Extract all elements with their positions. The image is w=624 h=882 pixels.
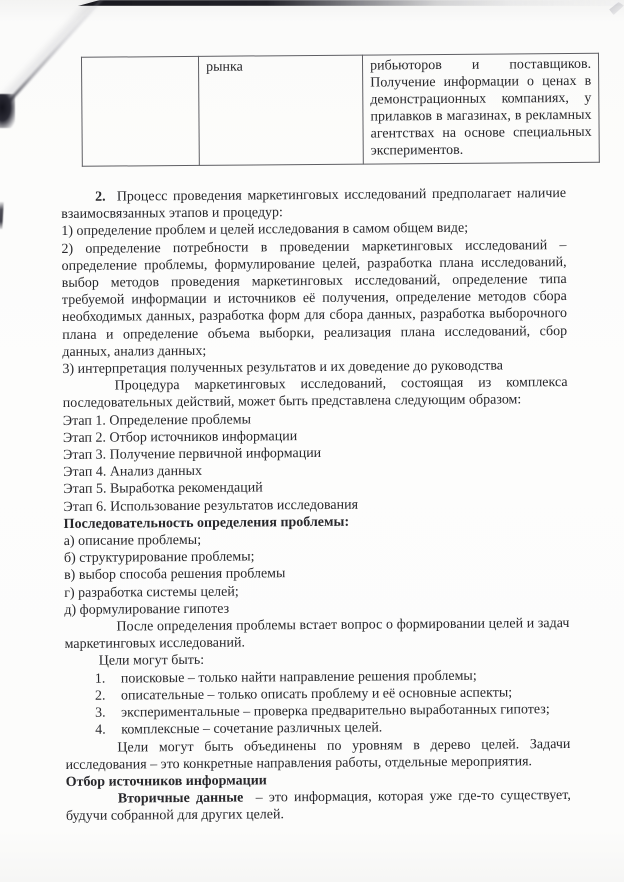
paragraph-text: – это информация, которая уже где-то существует, будучи собранной для других целей.	[65, 788, 571, 825]
stage-line: Этап 2. Отбор источников информации	[62, 428, 298, 446]
list-number: 2.	[94, 688, 106, 704]
stage-line: Этап 5. Выработка рекомендаций	[63, 480, 263, 498]
info-table-fragment	[81, 53, 600, 167]
list-item-text: комплексные – сочетание различных целей.	[121, 720, 383, 738]
bold-lead: 2.	[95, 189, 106, 205]
list-number: 4.	[95, 722, 106, 739]
table-cell-market	[198, 55, 363, 165]
document-body-text	[61, 185, 571, 825]
list-number: 3.	[95, 705, 106, 721]
list-item-text: поисковые – только найти направление решения проблемы;	[120, 668, 477, 687]
table-cell-text: рибьюторов и поставщиков. Получение информации о ценах в демонстрационных компаниях, у прилавков в магазинах, в рекламных агентствах на основе специальных экспериментов.	[369, 56, 592, 159]
paragraph	[61, 185, 566, 223]
table-cell-description	[362, 53, 599, 164]
table-row	[81, 53, 599, 166]
stage-line: Этап 1. Определение проблемы	[62, 412, 252, 429]
section-heading: Последовательность определения проблемы:	[63, 514, 350, 532]
table-cell-empty	[81, 56, 199, 166]
list-item-text: описательные – только описать проблему и её основные аспекты;	[120, 685, 513, 704]
letter-item: д) формулирование гипотез	[64, 601, 230, 618]
paragraph: Цели могут быть:	[98, 653, 205, 670]
letter-item: в) выбор способа решения проблемы	[63, 566, 286, 584]
paragraph: 2) определение потребности в проведении маркетинговых исследований – определение проблемы, формулирование целей, разработка плана исследований, выбор методов проведения маркетинговых исследований, определение типа требуемой информации и источников её получения, определение методов сбора необходимых данных, разработка форм для сбора данных, разработка выборочного плана и определение объема выборки, реализация плана исследований, сбор данных, анализ данных;	[61, 237, 568, 360]
paragraph: 1) определение проблем и целей исследования в самом общем виде;	[61, 221, 469, 240]
bold-lead: Вторичные данные	[117, 790, 244, 807]
list-number: 1.	[94, 671, 106, 687]
letter-item: г) разработка системы целей;	[64, 584, 239, 601]
list-item-text: экспериментальные – проверка предварительно выработанных гипотез;	[121, 702, 550, 721]
stage-line: Этап 6. Использование результатов исследования	[63, 497, 359, 515]
paragraph	[66, 787, 571, 825]
paragraph: Цели могут быть объединены по уровням в дерево целей. Задачи исследования – это конкретные направления работы, отдельные мероприятия.	[65, 736, 571, 773]
paragraph: После определения проблемы встает вопрос о формировании целей и задач маркетинговых исследований.	[64, 616, 570, 653]
section-heading: Отбор источников информации	[65, 773, 267, 790]
letter-item: б) структурирование проблемы;	[63, 549, 255, 567]
stage-line: Этап 4. Анализ данных	[63, 464, 203, 481]
paragraph: 3) интерпретация полученных результатов и их доведение до руководства	[62, 358, 503, 377]
paragraph-text: Процесс проведения маркетинговых исследований предполагает наличие взаимосвязанных этапов и процедур:	[61, 185, 567, 223]
letter-item: а) описание проблемы;	[63, 532, 202, 550]
stage-line: Этап 3. Получение первичной информации	[63, 445, 322, 464]
table-cell-text: рынка	[206, 59, 243, 75]
paragraph: Процедура маркетинговых исследований, состоящая из комплекса последовательных действий, может быть представлена следующим образом:	[62, 375, 568, 412]
